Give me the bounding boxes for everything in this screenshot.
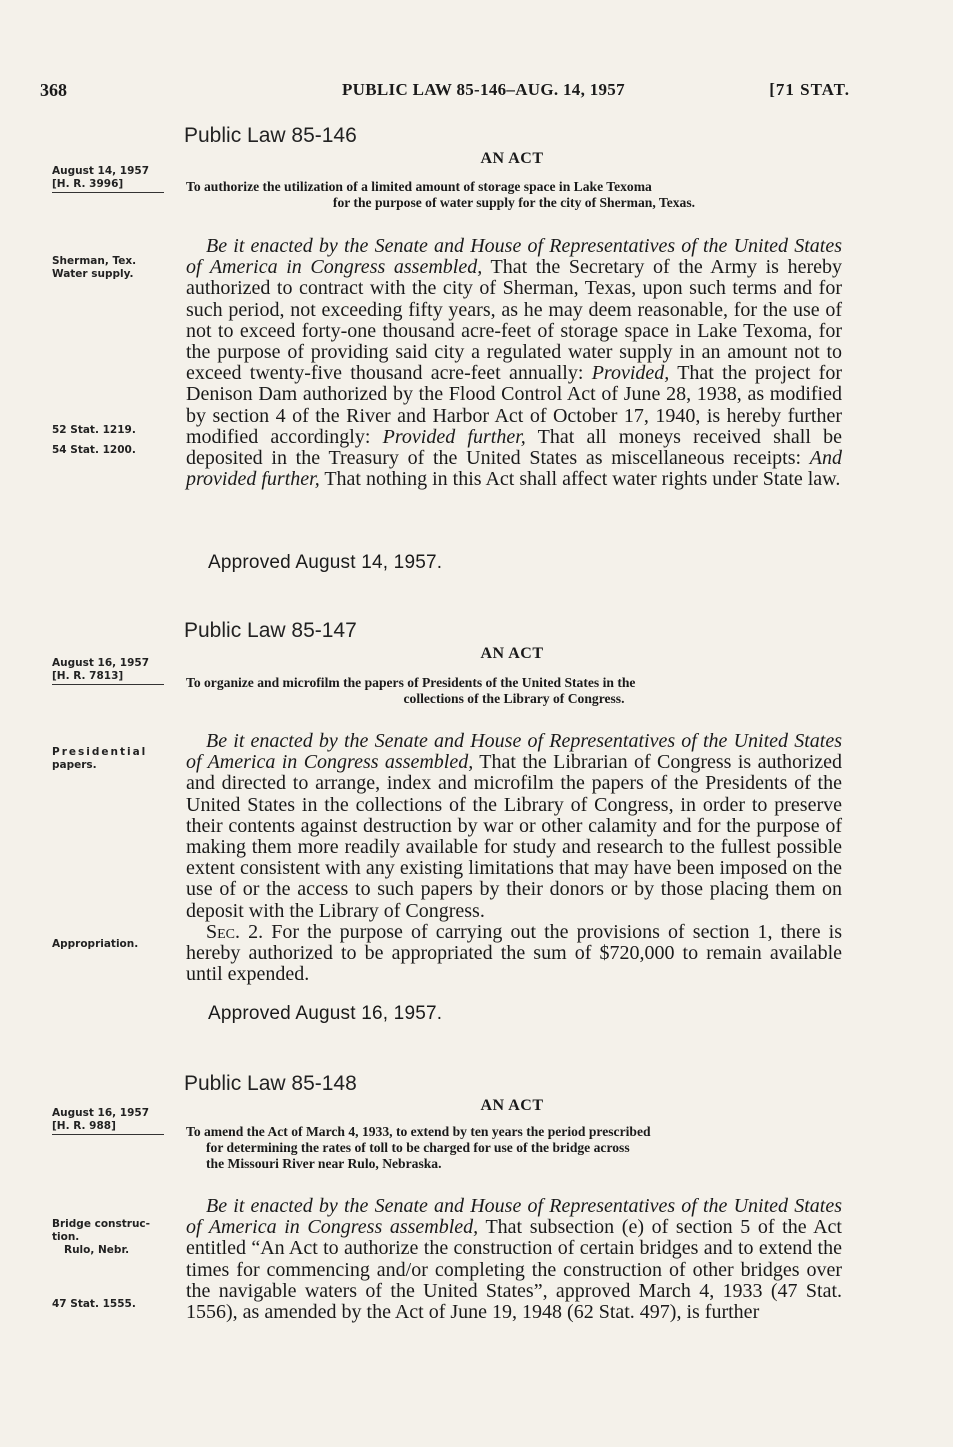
law-148-margin-citation: 47 Stat. 1555.: [52, 1298, 136, 1310]
law-147-margin-topic: Presidential papers.: [52, 746, 148, 771]
law-146-body: Be it enacted by the Senate and House of Representatives of the United States of America in Congress assembled, That the Secretary of the Army is hereby authorized to contract with the city of Sherman, Texas, upon such terms and for such period, not exceeding fifty years, as he may deem reasonable, for the use of not to exceed forty-one thousand acre-feet of storage space in Lake Texoma, for the purpose of providing said city a regulated water supply in an amount not to exceed twenty-five thousand acre-feet annually: Provided, That the project for Denison Dam authorized by the Flood Control Act of June 28, 1938, as modified by section 4 of the River and Harbor Act of October 17, 1940, is hereby further modified accordingly: Provided further, That all moneys received shall be deposited in the Treasury of the United States as miscellaneous receipts: And provided further, That nothing in this Act shall affect water rights under State law.: [186, 235, 843, 491]
law-148-purpose: To amend the Act of March 4, 1933, to extend by ten years the period prescribed for determining the rates of toll to be charged for use of the bridge across the Missouri River near Rulo, Nebraska.: [186, 1124, 651, 1171]
law-146-purpose: To authorize the utilization of a limited amount of storage space in Lake Texoma for the purpose of water supply for the city of Sherman, Texas.: [186, 179, 696, 210]
law-148-an-act: AN ACT: [480, 1097, 544, 1114]
law-146-margin-topic: Sherman, Tex. Water supply.: [52, 255, 137, 280]
law-147-purpose: To organize and microfilm the papers of Presidents of the United States in the collections of the Library of Congress.: [186, 675, 636, 706]
law-147-margin-date: August 16, 1957 [H. R. 7813]: [52, 657, 182, 685]
running-title: PUBLIC LAW 85-146–AUG. 14, 1957: [342, 80, 625, 99]
law-146-margin-citations: 52 Stat. 1219. 54 Stat. 1200.: [52, 424, 136, 456]
bill-note: [H. R. 3996]: [52, 178, 164, 193]
law-146-margin-date: [52, 165, 182, 193]
law-146-an-act: AN ACT: [480, 150, 544, 167]
date-note: August 14, 1957: [52, 165, 149, 177]
law-147-margin-appropriation: Appropriation.: [52, 938, 139, 950]
law-148-margin-topic: Bridge construc- tion. Rulo, Nebr.: [52, 1218, 151, 1256]
law-148-body: Be it enacted by the Senate and House of Representatives of the United States of America in Congress assembled, That subsection (e) of section 5 of the Act entitled “An Act to authorize the construction of certain bridges and to extend the times for commencing and/or completing the construction of other bridges over the navigable waters of the United States”, approved March 4, 1933 (47 Stat. 1556), as amended by the Act of June 19, 1948 (62 Stat. 497), is further: [186, 1195, 842, 1324]
law-146-approved: Approved August 14, 1957.: [208, 552, 443, 573]
law-147-title: Public Law 85-147: [184, 619, 357, 642]
page-number: 368: [40, 80, 67, 100]
law-148-title: Public Law 85-148: [184, 1072, 357, 1095]
volume-reference: [71 STAT.: [769, 80, 850, 99]
law-147-approved: Approved August 16, 1957.: [208, 1003, 443, 1024]
law-147-body: Be it enacted by the Senate and House of Representatives of the United States of America in Congress assembled, That the Librarian of Congress is authorized and directed to arrange, index and microfilm the papers of the Presidents of the United States in the collections of the Library of Congress, in order to preserve their contents against destruction by war or other calamity and for the purpose of making them more readily available for study and research to the fullest possible extent consistent with any existing limitations that may have been imposed on the use of or the access to such papers by their donors or by those placing them on deposit with the Library of Congress. Sec. 2. For the purpose of carrying out the provisions of section 1, there is hereby authorized to be appropriated the sum of $720,000 to remain available until expended.: [186, 730, 843, 986]
running-header: [40, 80, 850, 106]
law-148-margin-date: August 16, 1957 [H. R. 988]: [52, 1107, 182, 1135]
law-146-title: Public Law 85-146: [184, 124, 357, 147]
law-147-an-act: AN ACT: [480, 645, 544, 662]
